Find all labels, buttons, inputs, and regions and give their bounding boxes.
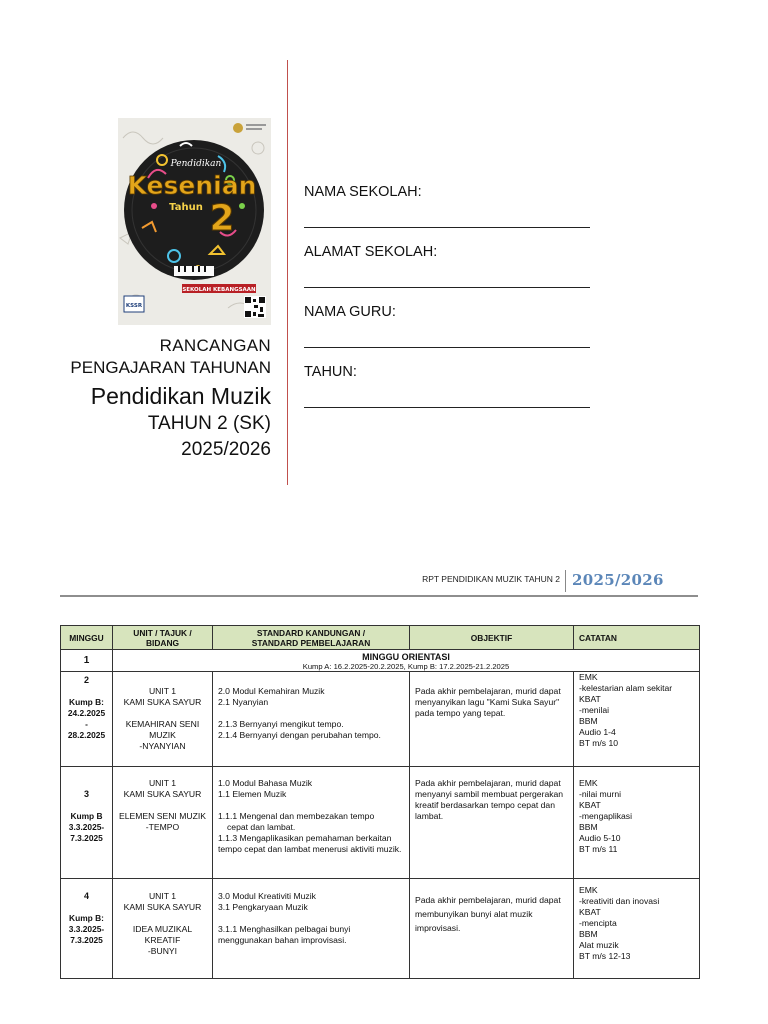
rpt-table bbox=[60, 625, 700, 979]
objective-cell: Pada akhir pembelajaran, murid dapat menyanyi sambil membuat pergerakan kreatif berdasarkan tempo cepat dan lambat. bbox=[410, 767, 574, 879]
table-row-orientation bbox=[61, 650, 700, 672]
field-label: NAMA GURU: bbox=[304, 304, 396, 320]
table-row bbox=[61, 879, 700, 979]
svg-text:Tahun: Tahun bbox=[169, 202, 203, 213]
week-number: 1 bbox=[61, 650, 113, 672]
standard-cell: 2.0 Modul Kemahiran Muzik 2.1 Nyanyian 2.1.3 Bernyanyi mengikut tempo. 2.1.4 Bernyanyi dengan perubahan tempo. bbox=[213, 672, 410, 767]
col-header-minggu: MINGGU bbox=[61, 626, 113, 650]
cover-title-line-1: RANCANGAN bbox=[159, 336, 271, 355]
week-cell: 4 Kump B: 3.3.2025- 7.3.2025 bbox=[61, 879, 113, 979]
svg-text:Kesenian: Kesenian bbox=[127, 171, 257, 200]
book-cover-image bbox=[118, 118, 271, 325]
cover-year-level: TAHUN 2 (SK) bbox=[147, 413, 271, 434]
unit-cell: UNIT 1 KAMI SUKA SAYUR ELEMEN SENI MUZIK -TEMPO bbox=[113, 767, 213, 879]
svg-text:2: 2 bbox=[209, 198, 235, 239]
col-header-standard: STANDARD KANDUNGAN / STANDARD PEMBELAJARAN bbox=[213, 626, 410, 650]
fill-in-line[interactable] bbox=[304, 227, 590, 228]
ministry-logo-icon bbox=[233, 123, 243, 133]
field-alamat-sekolah bbox=[304, 242, 594, 302]
catatan-cell: EMK -nilai murni KBAT -mengaplikasi BBM Audio 5-10 BT m/s 11 bbox=[574, 767, 700, 879]
svg-text:KSSR: KSSR bbox=[125, 303, 143, 309]
orientation-dates: Kump A: 16.2.2025-20.2.2025, Kump B: 17.2.2025-21.2.2025 bbox=[302, 662, 510, 671]
cover-title-block bbox=[40, 335, 271, 463]
svg-text:Pendidikan: Pendidikan bbox=[170, 159, 222, 169]
rpt-page-header bbox=[60, 568, 698, 596]
table-row bbox=[61, 672, 700, 767]
cover-title-line-2: PENGAJARAN TAHUNAN bbox=[70, 358, 271, 377]
vertical-divider bbox=[287, 60, 288, 485]
catatan-cell: EMK -kelestarian alam sekitar KBAT -menilai BBM Audio 1-4 BT m/s 10 bbox=[574, 672, 700, 767]
standard-cell: 1.0 Modul Bahasa Muzik 1.1 Elemen Muzik 1.1.1 Mengenal dan membezakan tempo cepat dan lambat. 1.1.3 Mengaplikasikan pemahaman berkaitan tempo cepat dan lambat menerusi aktiviti muzik. bbox=[213, 767, 410, 879]
qr-code-icon bbox=[244, 296, 266, 318]
objective-cell: Pada akhir pembelajaran, murid dapat membunyikan bunyi alat muzik improvisasi. bbox=[410, 879, 574, 979]
unit-cell: UNIT 1 KAMI SUKA SAYUR IDEA MUZIKAL KREATIF -BUNYI bbox=[113, 879, 213, 979]
header-rule bbox=[60, 595, 698, 597]
fill-in-line[interactable] bbox=[304, 407, 590, 408]
cover-session: 2025/2026 bbox=[181, 439, 271, 460]
field-nama-sekolah bbox=[304, 182, 594, 242]
rpt-header-title: RPT PENDIDIKAN MUZIK TAHUN 2 bbox=[422, 574, 560, 584]
fill-in-line[interactable] bbox=[304, 347, 590, 348]
week-cell: 2 Kump B: 24.2.2025 - 28.2.2025 bbox=[61, 672, 113, 767]
orientation-cell bbox=[113, 650, 700, 672]
col-header-unit: UNIT / TAJUK / BIDANG bbox=[113, 626, 213, 650]
piano-keys-icon bbox=[174, 266, 214, 276]
cover-subject-title: Pendidikan Muzik bbox=[90, 383, 271, 409]
field-label: TAHUN: bbox=[304, 364, 357, 380]
field-tahun bbox=[304, 362, 594, 422]
orientation-title: MINGGU ORIENTASI bbox=[362, 652, 450, 662]
field-nama-guru bbox=[304, 302, 594, 362]
table-header-row bbox=[61, 626, 700, 650]
col-header-catatan: CATATAN bbox=[574, 626, 700, 650]
field-label: NAMA SEKOLAH: bbox=[304, 184, 422, 200]
rpt-header-year: 2025/2026 bbox=[572, 571, 664, 589]
fill-in-line[interactable] bbox=[304, 287, 590, 288]
week-cell: 3 Kump B 3.3.2025- 7.3.2025 bbox=[61, 767, 113, 879]
unit-cell: UNIT 1 KAMI SUKA SAYUR KEMAHIRAN SENI MUZIK -NYANYIAN bbox=[113, 672, 213, 767]
svg-text:SEKOLAH KEBANGSAAN: SEKOLAH KEBANGSAAN bbox=[182, 287, 256, 293]
standard-cell: 3.0 Modul Kreativiti Muzik 3.1 Pengkaryaan Muzik 3.1.1 Menghasilkan pelbagai bunyi menggunakan bahan improvisasi. bbox=[213, 879, 410, 979]
objective-cell: Pada akhir pembelajaran, murid dapat menyanyikan lagu "Kami Suka Sayur" pada tempo yang tepat. bbox=[410, 672, 574, 767]
catatan-cell: EMK -kreativiti dan inovasi KBAT -mencipta BBM Alat muzik BT m/s 12-13 bbox=[574, 879, 700, 979]
table-row bbox=[61, 767, 700, 879]
cover-form bbox=[304, 182, 594, 422]
field-label: ALAMAT SEKOLAH: bbox=[304, 244, 438, 260]
header-separator bbox=[565, 570, 566, 592]
col-header-objektif: OBJEKTIF bbox=[410, 626, 574, 650]
